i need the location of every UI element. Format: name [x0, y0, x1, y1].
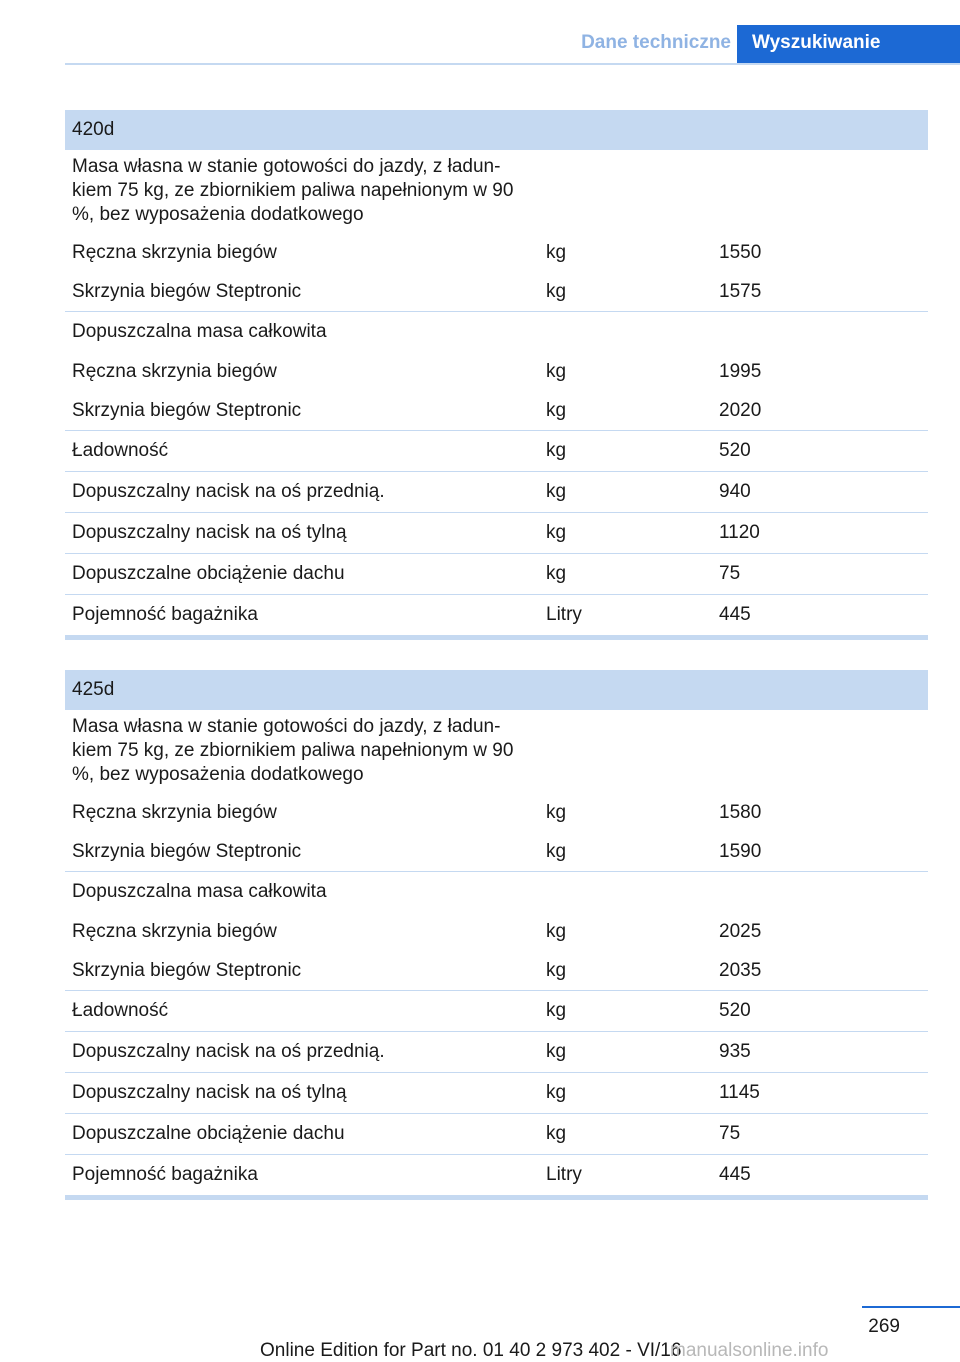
row-value: 75 [719, 1123, 741, 1144]
row-unit: kg [546, 1082, 567, 1103]
table-row [65, 832, 928, 871]
table-bottom-rule [65, 1195, 928, 1200]
table-row [65, 553, 928, 594]
row-unit: kg [546, 960, 567, 981]
table-row [65, 793, 928, 832]
row-unit: kg [546, 841, 567, 862]
row-label: Dopuszczalne obciążenie dachu [72, 563, 345, 584]
row-label: Ładowność [72, 1000, 169, 1021]
table-row [65, 871, 928, 912]
row-label: Dopuszczalny nacisk na oś przednią. [72, 481, 385, 502]
row-label: Ręczna skrzynia biegów [72, 242, 277, 263]
watermark: manualsonline.info [670, 1340, 829, 1361]
note-text: Masa własna w stanie gotowości do jazdy, z ładunkiem 75 kg, ze zbiornikiem paliwa napełnionym w 90 %, bez wyposażenia dodatkowego [72, 716, 514, 785]
table-row [65, 311, 928, 352]
table-row [65, 594, 928, 635]
row-unit: Litry [546, 1164, 582, 1185]
row-label: Dopuszczalna masa całkowita [72, 321, 327, 342]
row-label: Dopuszczalne obciążenie dachu [72, 1123, 345, 1144]
table-row [65, 352, 928, 391]
row-value: 2035 [719, 960, 762, 981]
row-unit: kg [546, 921, 567, 942]
row-value: 75 [719, 563, 741, 584]
table-row [65, 1072, 928, 1113]
table-row [65, 391, 928, 430]
row-label: Dopuszczalny nacisk na oś tylną [72, 1082, 347, 1103]
row-unit: kg [546, 1123, 567, 1144]
row-label: Skrzynia biegów Steptronic [72, 281, 302, 302]
table-note [65, 710, 928, 793]
row-unit: kg [546, 522, 567, 543]
page-number-rule [862, 1306, 960, 1308]
row-value: 940 [719, 481, 751, 502]
row-unit: kg [546, 1041, 567, 1062]
table-note [65, 150, 928, 233]
row-label: Dopuszczalny nacisk na oś tylną [72, 522, 347, 543]
table-row [65, 1113, 928, 1154]
note-text: Masa własna w stanie gotowości do jazdy, z ładunkiem 75 kg, ze zbiornikiem paliwa napełnionym w 90 %, bez wyposażenia dodatkowego [72, 156, 514, 225]
row-unit: kg [546, 281, 567, 302]
row-value: 1145 [719, 1082, 760, 1103]
page-header [65, 25, 960, 65]
table-row [65, 990, 928, 1031]
row-unit: kg [546, 802, 567, 823]
row-value: 445 [719, 1164, 751, 1185]
table-title: 425d [65, 670, 928, 710]
table-row [65, 912, 928, 951]
table-bottom-rule [65, 635, 928, 640]
table-row [65, 512, 928, 553]
table-row [65, 430, 928, 471]
row-unit: kg [546, 242, 567, 263]
row-value: 1120 [719, 522, 760, 543]
row-value: 935 [719, 1041, 751, 1062]
row-label: Ręczna skrzynia biegów [72, 802, 277, 823]
row-label: Skrzynia biegów Steptronic [72, 400, 302, 421]
table-row [65, 1031, 928, 1072]
row-value: 1590 [719, 841, 762, 862]
row-label: Skrzynia biegów Steptronic [72, 960, 302, 981]
row-value: 1580 [719, 802, 762, 823]
row-unit: kg [546, 563, 567, 584]
row-label: Ręczna skrzynia biegów [72, 921, 277, 942]
table-row [65, 233, 928, 272]
edition-text: Online Edition for Part no. 01 40 2 973 402 - VI/16 [260, 1340, 682, 1361]
row-label: Dopuszczalny nacisk na oś przednią. [72, 1041, 385, 1062]
row-value: 1550 [719, 242, 762, 263]
row-unit: kg [546, 361, 567, 382]
row-value: 520 [719, 1000, 751, 1021]
page-number: 269 [868, 1316, 900, 1337]
row-unit: kg [546, 440, 567, 461]
row-unit: kg [546, 400, 567, 421]
row-label: Pojemność bagażnika [72, 604, 258, 625]
row-unit: kg [546, 1000, 567, 1021]
row-value: 2025 [719, 921, 762, 942]
table-row [65, 951, 928, 990]
row-label: Dopuszczalna masa całkowita [72, 881, 327, 902]
row-value: 2020 [719, 400, 762, 421]
row-label: Ręczna skrzynia biegów [72, 361, 277, 382]
spec-table-425d [65, 670, 928, 1200]
table-row [65, 272, 928, 311]
spec-table-420d [65, 110, 928, 640]
row-value: 1995 [719, 361, 762, 382]
row-unit: kg [546, 481, 567, 502]
table-row [65, 1154, 928, 1195]
table-title: 420d [65, 110, 928, 150]
row-value: 520 [719, 440, 751, 461]
table-row [65, 471, 928, 512]
row-label: Skrzynia biegów Steptronic [72, 841, 302, 862]
tab-search[interactable]: Wyszukiwanie [737, 25, 960, 63]
tab-technical-data[interactable]: Dane techniczne [581, 32, 731, 53]
row-label: Ładowność [72, 440, 169, 461]
row-label: Pojemność bagażnika [72, 1164, 258, 1185]
row-value: 445 [719, 604, 751, 625]
row-unit: Litry [546, 604, 582, 625]
row-value: 1575 [719, 281, 762, 302]
